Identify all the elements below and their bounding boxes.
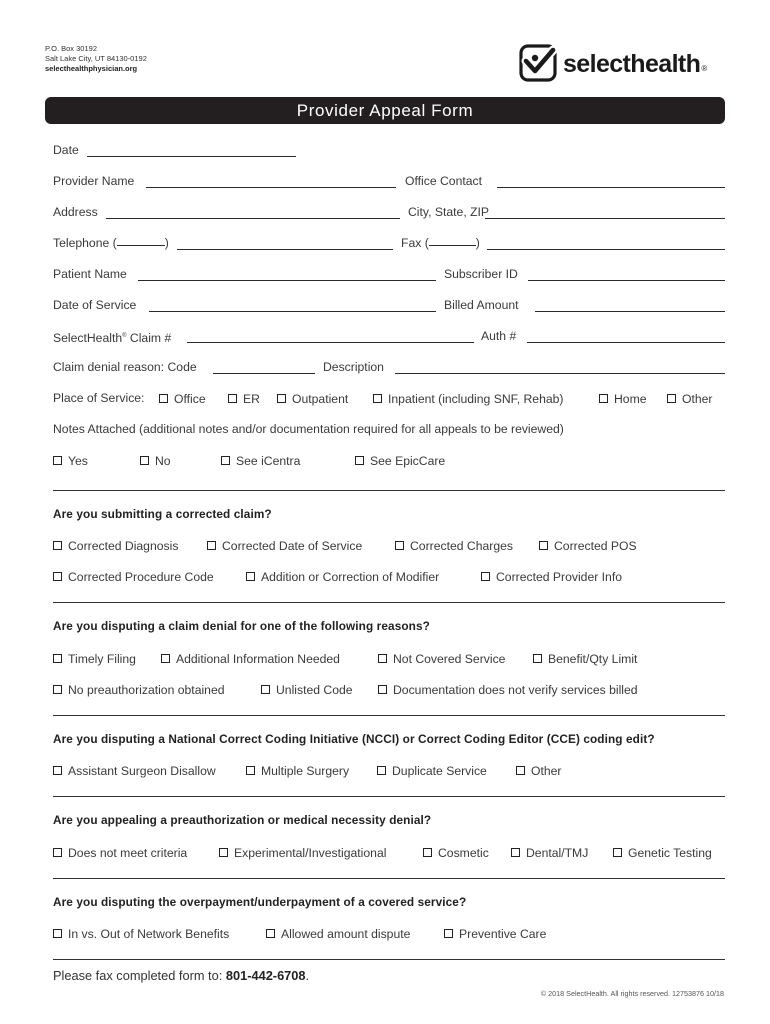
checkbox-icon [53,572,62,581]
checkbox-icon [53,929,62,938]
experimental-checkbox[interactable]: Experimental/Investigational [219,843,386,863]
claim-number-field[interactable] [187,342,474,343]
claim-denial-question: Are you disputing a claim denial for one of the following reasons? [53,619,430,633]
billed-amount-label: Billed Amount [444,298,519,312]
documentation-checkbox[interactable]: Documentation does not verify services billed [378,680,638,700]
logo-wordmark: selecthealth® [563,49,707,78]
preventive-care-checkbox[interactable]: Preventive Care [444,924,546,944]
claim-row [53,327,725,347]
pos-home-checkbox[interactable]: Home [599,389,647,409]
billed-amount-field[interactable] [535,311,725,312]
modifier-correction-checkbox[interactable]: Addition or Correction of Modifier [246,567,439,587]
checkbox-icon [53,685,62,694]
checkbox-icon [599,394,608,403]
section-divider [53,959,725,960]
pos-outpatient-checkbox[interactable]: Outpatient [277,389,348,409]
phone-row [53,234,725,254]
checkbox-icon [261,685,270,694]
checkbox-icon [161,654,170,663]
checkbox-icon [511,848,520,857]
auth-label: Auth # [481,329,517,343]
denial-code-field[interactable] [213,373,315,374]
checkbox-icon [53,848,62,857]
checkbox-icon [539,541,548,550]
address-line-2: Salt Lake City, UT 84130-0192 [45,54,147,63]
section-divider [53,796,725,797]
patient-name-field[interactable] [138,280,436,281]
address-line-1: P.O. Box 30192 [45,44,97,53]
patient-row [53,265,725,285]
checkbox-icon [395,541,404,550]
fax-area-code-field[interactable] [429,245,476,246]
unlisted-code-checkbox[interactable]: Unlisted Code [261,680,353,700]
provider-name-label: Provider Name [53,174,135,188]
corrected-procedure-code-checkbox[interactable]: Corrected Procedure Code [53,567,214,587]
telephone-area-code-field[interactable] [117,245,165,246]
pos-other-checkbox[interactable]: Other [667,389,712,409]
checkbox-icon [266,929,275,938]
pos-office-checkbox[interactable]: Office [159,389,206,409]
return-address [45,44,147,74]
network-benefits-checkbox[interactable]: In vs. Out of Network Benefits [53,924,229,944]
section-divider [53,490,725,491]
ncci-question: Are you disputing a National Correct Coding Initiative (NCCI) or Correct Coding Editor (CCE) coding edit? [53,732,655,746]
checkbox-icon [533,654,542,663]
checkbox-icon [219,848,228,857]
corrected-charges-checkbox[interactable]: Corrected Charges [395,536,513,556]
section-divider [53,878,725,879]
duplicate-service-checkbox[interactable]: Duplicate Service [377,761,487,781]
notes-attached-label: Notes Attached (additional notes and/or documentation required for all appeals to be reviewed) [53,422,564,436]
checkbox-icon [207,541,216,550]
payment-question: Are you disputing the overpayment/underpayment of a covered service? [53,895,467,909]
subscriber-id-field[interactable] [528,280,725,281]
checkbox-icon [613,848,622,857]
benefit-qty-limit-checkbox[interactable]: Benefit/Qty Limit [533,649,637,669]
city-state-zip-label: City, State, ZIP [408,205,490,219]
denial-code-label: Claim denial reason: Code [53,360,197,374]
checkbox-icon [246,572,255,581]
checkbox-icon [516,766,525,775]
payment-row [53,924,725,944]
fax-label: Fax ( ) [401,236,480,250]
section-divider [53,715,725,716]
genetic-testing-checkbox[interactable]: Genetic Testing [613,843,712,863]
date-field[interactable] [87,156,296,157]
claim-number-label: SelectHealth® Claim # [53,331,172,346]
corrected-row-2 [53,567,725,587]
no-preauth-checkbox[interactable]: No preauthorization obtained [53,680,225,700]
fax-number: 801-442-6708 [225,968,306,983]
provider-row [53,172,725,192]
allowed-amount-checkbox[interactable]: Allowed amount dispute [266,924,410,944]
date-label: Date [53,143,79,157]
checkbox-icon [228,394,237,403]
notes-options-row [53,451,725,471]
ncci-other-checkbox[interactable]: Other [516,761,561,781]
dental-tmj-checkbox[interactable]: Dental/TMJ [511,843,588,863]
address-row [53,203,725,223]
checkbox-icon [373,394,382,403]
corrected-date-of-service-checkbox[interactable]: Corrected Date of Service [207,536,362,556]
fax-instructions: Please fax completed form to: 801-442-6708. [53,968,310,983]
date-row [53,141,725,161]
denial-code-row [53,358,725,378]
assistant-surgeon-checkbox[interactable]: Assistant Surgeon Disallow [53,761,216,781]
checkbox-icon [481,572,490,581]
checkbox-icon [53,766,62,775]
website-link[interactable]: selecthealthphysician.org [45,64,138,73]
notes-label-row [53,420,725,440]
date-of-service-label: Date of Service [53,298,137,312]
corrected-pos-checkbox[interactable]: Corrected POS [539,536,637,556]
additional-info-checkbox[interactable]: Additional Information Needed [161,649,340,669]
corrected-provider-info-checkbox[interactable]: Corrected Provider Info [481,567,622,587]
address-field[interactable] [106,218,400,219]
telephone-field[interactable] [177,249,393,250]
description-field[interactable] [395,373,725,374]
denial-row-2 [53,680,725,700]
pos-inpatient-checkbox[interactable]: Inpatient (including SNF, Rehab) [373,389,563,409]
corrected-row-1 [53,536,725,556]
cosmetic-checkbox[interactable]: Cosmetic [423,843,489,863]
city-state-zip-field[interactable] [485,218,725,219]
preauth-question: Are you appealing a preauthorization or medical necessity denial? [53,813,432,827]
checkbox-icon [159,394,168,403]
checkbox-icon [53,541,62,550]
checkbox-icon [246,766,255,775]
checkbox-icon [444,929,453,938]
checkbox-icon [53,456,62,465]
telephone-label: Telephone ( ) [53,236,169,250]
notes-no-checkbox[interactable]: No [140,451,171,471]
checkbox-icon [667,394,676,403]
service-row [53,296,725,316]
fax-field[interactable] [487,249,725,250]
checkbox-icon [378,654,387,663]
notes-icentra-checkbox[interactable]: See iCentra [221,451,300,471]
does-not-meet-criteria-checkbox[interactable]: Does not meet criteria [53,843,187,863]
copyright-notice: © 2018 SelectHealth. All rights reserved. 12753876 10/18 [540,989,724,998]
ncci-row [53,761,725,781]
timely-filing-checkbox[interactable]: Timely Filing [53,649,136,669]
checkbox-icon [378,685,387,694]
provider-name-field[interactable] [146,187,396,188]
checkbox-icon [140,456,149,465]
notes-epiccare-checkbox[interactable]: See EpicCare [355,451,445,471]
patient-name-label: Patient Name [53,267,127,281]
office-contact-field[interactable] [497,187,725,188]
not-covered-service-checkbox[interactable]: Not Covered Service [378,649,505,669]
section-divider [53,602,725,603]
place-of-service-label: Place of Service: [53,391,145,405]
checkbox-icon [377,766,386,775]
address-label: Address [53,205,98,219]
checkbox-icon [423,848,432,857]
checkbox-icon [221,456,230,465]
notes-yes-checkbox[interactable]: Yes [53,451,88,471]
corrected-diagnosis-checkbox[interactable]: Corrected Diagnosis [53,536,178,556]
preauth-row [53,843,725,863]
multiple-surgery-checkbox[interactable]: Multiple Surgery [246,761,349,781]
pos-er-checkbox[interactable]: ER [228,389,260,409]
form-title: Provider Appeal Form [45,97,725,124]
auth-field[interactable] [527,342,725,343]
office-contact-label: Office Contact [405,174,482,188]
selecthealth-logo [519,44,707,82]
corrected-claim-question: Are you submitting a corrected claim? [53,507,272,521]
checkmark-shield-icon [519,44,557,82]
place-of-service-row [53,389,725,409]
description-label: Description [323,360,384,374]
checkbox-icon [277,394,286,403]
checkbox-icon [355,456,364,465]
subscriber-id-label: Subscriber ID [444,267,518,281]
denial-row-1 [53,649,725,669]
checkbox-icon [53,654,62,663]
date-of-service-field[interactable] [149,311,436,312]
